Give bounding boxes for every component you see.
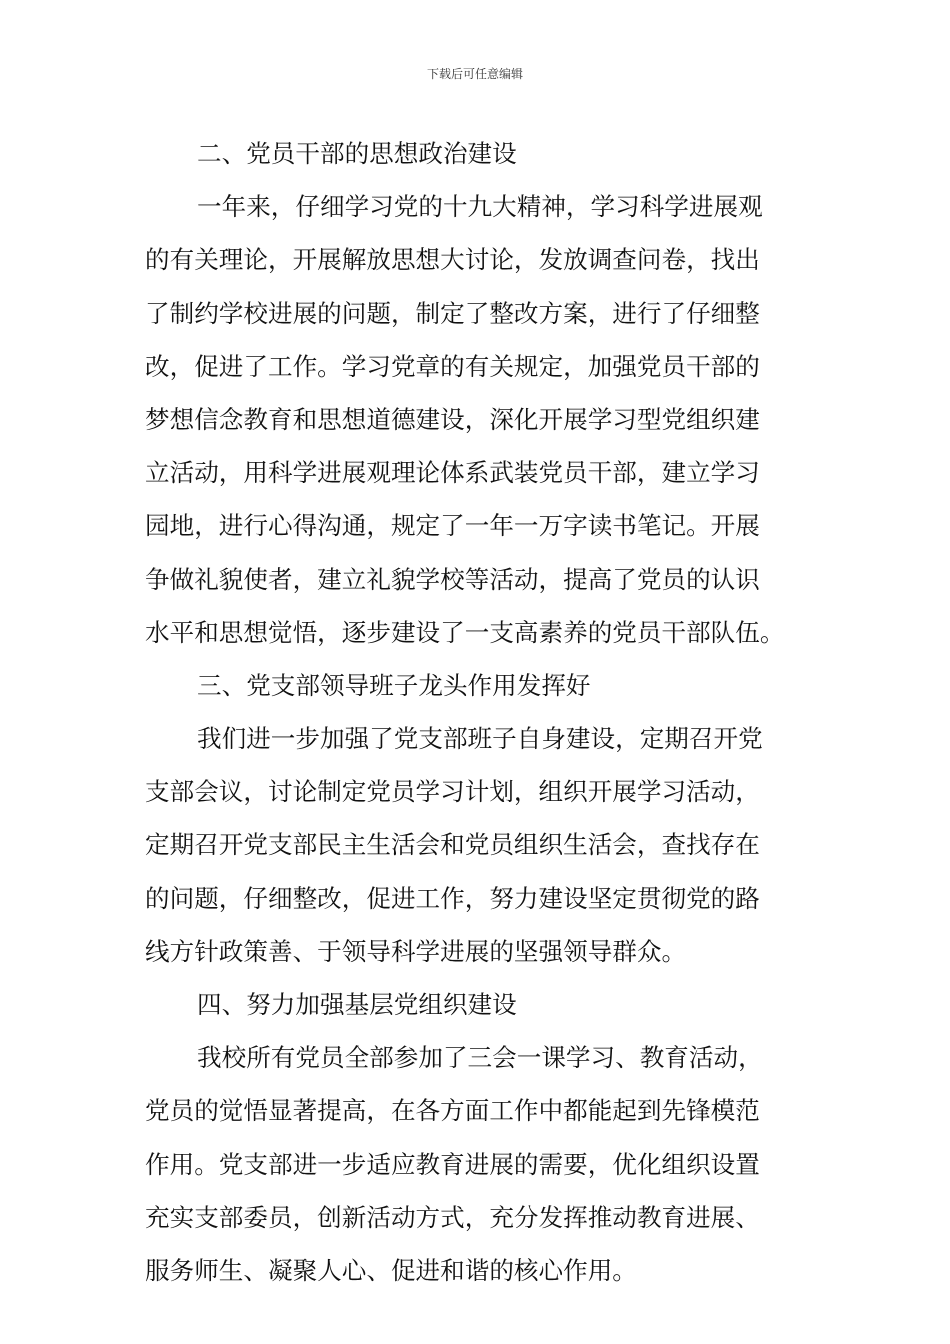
paragraph-line: 的问题，仔细整改，促进工作，努力建设坚定贯彻党的路 (145, 883, 760, 913)
paragraph-line: 园地，进行心得沟通，规定了一年一万字读书笔记。开展 (145, 511, 760, 541)
paragraph-line: 线方针政策善、于领导科学进展的坚强领导群众。 (145, 936, 687, 966)
paragraph-line: 水平和思想觉悟，逐步建设了一支高素养的党员干部队伍。 (145, 617, 785, 647)
paragraph-line: 我们进一步加强了党支部班子自身建设，定期召开党 (197, 724, 763, 754)
paragraph-line: 服务师生、凝聚人心、促进和谐的核心作用。 (145, 1255, 637, 1285)
paragraph-line: 的有关理论，开展解放思想大讨论，发放调查问卷，找出 (145, 245, 760, 275)
paragraph-line: 党员的觉悟显著提高，在各方面工作中都能起到先锋模范 (145, 1096, 760, 1126)
paragraph-line: 梦想信念教育和思想道德建设，深化开展学习型党组织建 (145, 404, 760, 434)
section-heading-4: 四、努力加强基层党组织建设 (197, 990, 517, 1019)
paragraph-line: 充实支部委员，创新活动方式，充分发挥推动教育进展、 (145, 1202, 760, 1232)
header-note: 下载后可任意编辑 (426, 67, 523, 81)
section-heading-2: 二、党员干部的思想政治建设 (197, 139, 517, 168)
section-heading-3: 三、党支部领导班子龙头作用发挥好 (197, 670, 591, 700)
paragraph-line: 作用。党支部进一步适应教育进展的需要，优化组织设置 (145, 1149, 760, 1179)
paragraph-line: 立活动，用科学进展观理论体系武装党员干部，建立学习 (145, 458, 760, 488)
paragraph-line: 争做礼貌使者，建立礼貌学校等活动，提高了党员的认识 (145, 564, 760, 594)
paragraph-line: 一年来，仔细学习党的十九大精神，学习科学进展观 (197, 192, 763, 222)
document-body (145, 127, 805, 1297)
paragraph-line: 了制约学校进展的问题，制定了整改方案，进行了仔细整 (145, 298, 760, 328)
paragraph-line: 支部会议，讨论制定党员学习计划，组织开展学习活动， (145, 777, 760, 807)
paragraph-line: 我校所有党员全部参加了三会一课学习、教育活动， (197, 1043, 763, 1073)
paragraph-line: 定期召开党支部民主生活会和党员组织生活会，查找存在 (145, 830, 760, 860)
paragraph-line: 改，促进了工作。学习党章的有关规定，加强党员干部的 (145, 351, 760, 381)
